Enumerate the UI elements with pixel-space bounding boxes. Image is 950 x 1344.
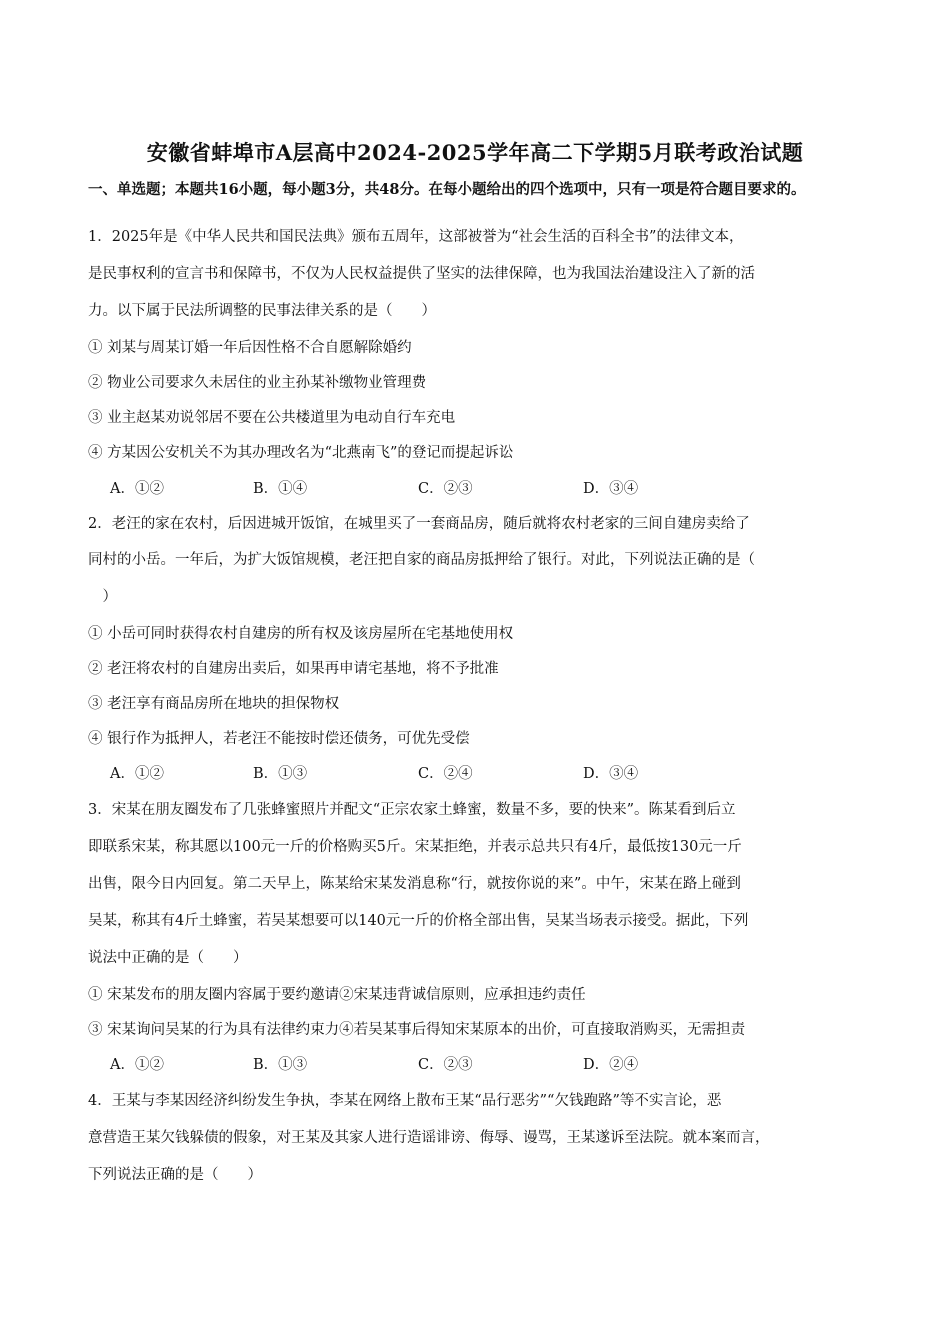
q3-line-2: 即联系宋某，称其愿以100元一斤的价格购买5斤。宋某拒绝，并表示总共只有4斤，最低按130元一斤 xyxy=(88,839,742,855)
q1-option-b[interactable]: B．①④ xyxy=(253,481,308,497)
q2-statement-4: ④ 银行作为抵押人，若老汪不能按时偿还债务，可优先受偿 xyxy=(88,731,470,747)
q1-line-3: 力。以下属于民法所调整的民事法律关系的是（ ） xyxy=(88,303,436,319)
q3-line-1: 3．宋某在朋友圈发布了几张蜂蜜照片并配文“正宗农家土蜂蜜，数量不多，要的快来”。陈某看到后立 xyxy=(88,802,736,818)
q2-option-c[interactable]: C．②④ xyxy=(418,766,473,782)
q1-option-c[interactable]: C．②③ xyxy=(418,481,473,497)
q1-line-1: 1．2025年是《中华人民共和国民法典》颁布五周年，这部被誉为“社会生活的百科全书”的法律文本， xyxy=(88,229,744,245)
q1-option-d[interactable]: D．③④ xyxy=(583,481,639,497)
q2-statement-3: ③ 老汪享有商品房所在地块的担保物权 xyxy=(88,696,340,712)
q4-line-1: 4．王某与李某因经济纠纷发生争执，李某在网络上散布王某“品行恶劣”“欠钱跑路”等不实言论，恶 xyxy=(88,1093,722,1109)
q1-line-2: 是民事权利的宣言书和保障书，不仅为人民权益提供了坚实的法律保障，也为我国法治建设注入了新的活 xyxy=(88,266,755,282)
q3-option-b[interactable]: B．①③ xyxy=(253,1057,308,1073)
q2-option-b[interactable]: B．①③ xyxy=(253,766,308,782)
q1-statement-2: ② 物业公司要求久未居住的业主孙某补缴物业管理费 xyxy=(88,375,427,391)
q2-line-2: 同村的小岳。一年后，为扩大饭馆规模，老汪把自家的商品房抵押给了银行。对此，下列说法正确的是（ xyxy=(88,552,755,568)
q2-option-d[interactable]: D．③④ xyxy=(583,766,639,782)
q2-line-3: ） xyxy=(88,589,117,605)
q4-line-2: 意营造王某欠钱躲债的假象，对王某及其家人进行造谣诽谤、侮辱、谩骂，王某遂诉至法院。就本案而言， xyxy=(88,1130,770,1146)
q3-option-a[interactable]: A．①② xyxy=(110,1057,164,1073)
q3-statement-2: ③ 宋某询问吴某的行为具有法律约束力④若吴某事后得知宋某原本的出价，可直接取消购买，无需担责 xyxy=(88,1022,746,1038)
q3-line-4: 吴某，称其有4斤土蜂蜜，若吴某想要可以140元一斤的价格全部出售，吴某当场表示接受。据此，下列 xyxy=(88,913,749,929)
q2-option-a[interactable]: A．①② xyxy=(110,766,164,782)
q2-line-1: 2．老汪的家在农村，后因进城开饭馆，在城里买了一套商品房，随后就将农村老家的三间自建房卖给了 xyxy=(88,516,750,532)
q3-line-5: 说法中正确的是（ ） xyxy=(88,950,248,966)
q1-option-a[interactable]: A．①② xyxy=(110,481,164,497)
q2-statement-1: ① 小岳可同时获得农村自建房的所有权及该房屋所在宅基地使用权 xyxy=(88,626,514,642)
q1-statement-1: ① 刘某与周某订婚一年后因性格不合自愿解除婚约 xyxy=(88,340,412,356)
q1-statement-4: ④ 方某因公安机关不为其办理改名为“北燕南飞”的登记而提起诉讼 xyxy=(88,445,514,461)
section-heading: 一、单选题；本题共16小题，每小题3分，共48分。在每小题给出的四个选项中，只有一项是符合题目要求的。 xyxy=(88,181,806,198)
q1-statement-3: ③ 业主赵某劝说邻居不要在公共楼道里为电动自行车充电 xyxy=(88,410,456,426)
q3-option-c[interactable]: C．②③ xyxy=(418,1057,473,1073)
q3-statement-1: ① 宋某发布的朋友圈内容属于要约邀请②宋某违背诚信原则，应承担违约责任 xyxy=(88,987,586,1003)
q4-line-3: 下列说法正确的是（ ） xyxy=(88,1167,262,1183)
q3-option-d[interactable]: D．②④ xyxy=(583,1057,639,1073)
page-title: 安徽省蚌埠市A层高中2024-2025学年高二下学期5月联考政治试题 xyxy=(146,140,804,165)
q2-statement-2: ② 老汪将农村的自建房出卖后，如果再申请宅基地，将不予批准 xyxy=(88,661,499,677)
q3-line-3: 出售，限今日内回复。第二天早上，陈某给宋某发消息称“行，就按你说的来”。中午，宋某在路上碰到 xyxy=(88,876,741,892)
